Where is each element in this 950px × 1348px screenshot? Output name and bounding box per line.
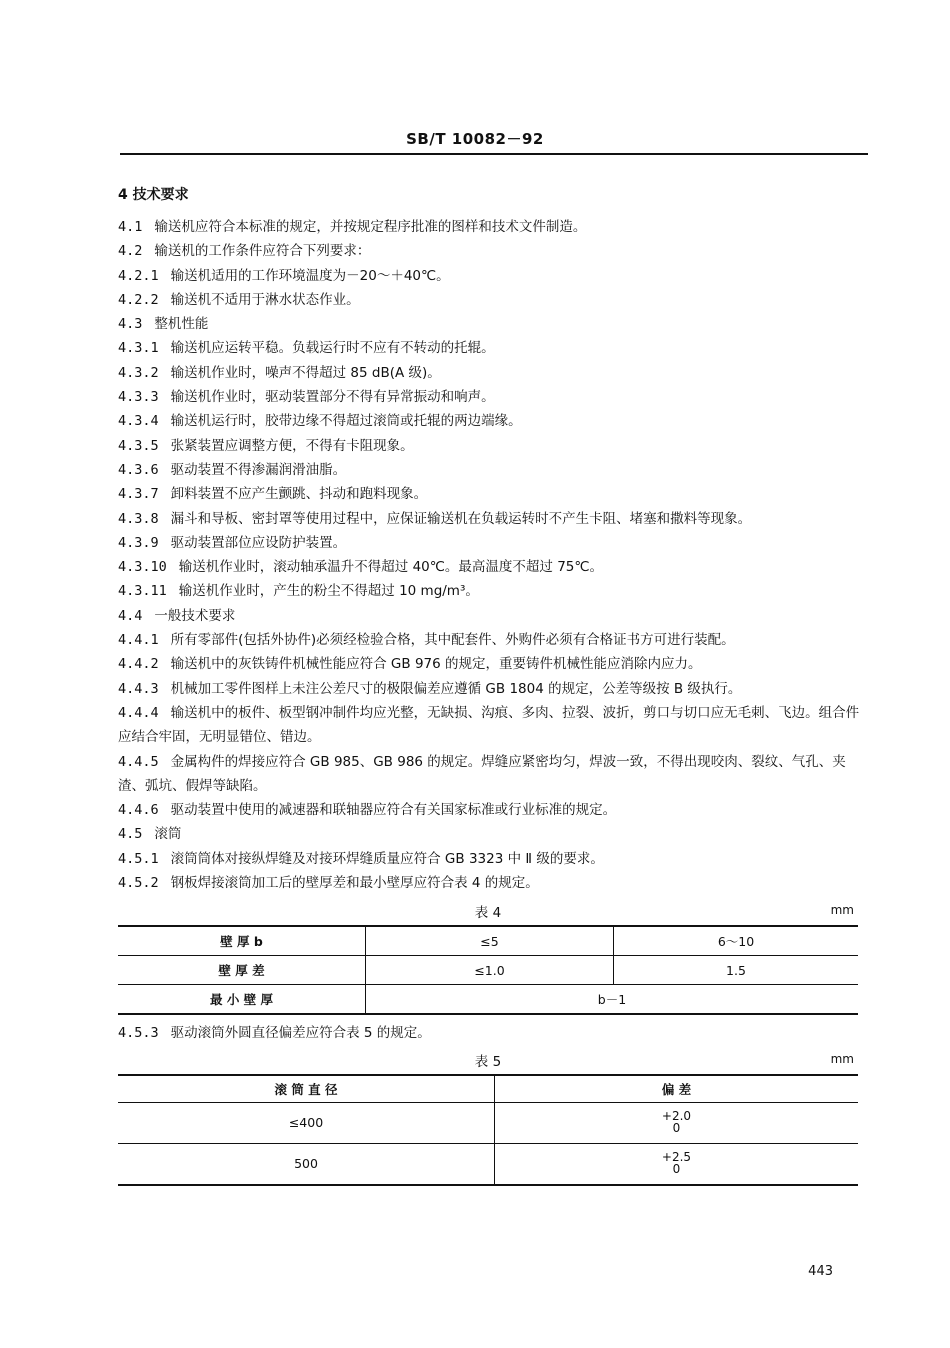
table-row [118, 956, 858, 985]
paragraph-list [118, 215, 866, 895]
paragraph [118, 409, 866, 433]
table-cell: 最 小 壁 厚 [118, 985, 366, 1015]
paragraph [118, 1021, 866, 1045]
table-4-title: 表 4 [474, 905, 502, 922]
column-header: 偏 差 [495, 1075, 859, 1103]
table-5-title: 表 5 [474, 1053, 502, 1070]
clause-number: 4.5.3 [118, 1025, 159, 1042]
paragraph [118, 652, 866, 676]
clause-number: 4.3.11 [118, 583, 167, 600]
content [118, 183, 866, 1186]
table-cell: 6～10 [614, 926, 859, 956]
clause-text: 张紧装置应调整方便，不得有卡阻现象。 [170, 437, 414, 454]
table-cell: b－1 [366, 985, 859, 1015]
clause-number: 4.2.2 [118, 291, 159, 308]
deviation-upper: +2.5 [661, 1150, 692, 1165]
clause-number: 4.4.3 [118, 680, 159, 697]
paragraph [118, 434, 866, 458]
clause-text: 驱动滚筒外圆直径偏差应符合表 5 的规定。 [170, 1025, 431, 1042]
table-cell: ≤5 [366, 926, 614, 956]
clause-text: 卸料装置不应产生颤跳、抖动和跑料现象。 [170, 486, 428, 503]
table-cell: 壁 厚 差 [118, 956, 366, 985]
paragraph [118, 312, 866, 336]
table-cell [495, 1143, 859, 1185]
paragraph [118, 361, 866, 385]
clause-number: 4.3.2 [118, 364, 159, 381]
paragraph [118, 579, 866, 603]
clause-text: 滚筒 [154, 826, 182, 843]
header-rule [120, 153, 868, 155]
table-row [118, 1102, 858, 1143]
clause-text: 所有零部件(包括外协件)必须经检验合格，其中配套件、外购件必须有合格证书方可进行装配。 [170, 632, 735, 649]
clause-text: 输送机作业时，产生的粉尘不得超过 10 mg/m³。 [178, 583, 479, 600]
clause-number: 4.4.6 [118, 802, 159, 819]
paragraph [118, 677, 866, 701]
clause-text: 滚筒筒体对接纵焊缝及对接环焊缝质量应符合 GB 3323 中 Ⅱ 级的要求。 [170, 850, 604, 867]
clause-text: 输送机运行时，胶带边缘不得超过滚筒或托辊的两边端缘。 [170, 413, 522, 430]
table-5-unit: mm [830, 1051, 854, 1066]
paragraph [118, 701, 866, 750]
table-cell: 壁 厚 b [118, 926, 366, 956]
clause-text: 输送机的工作条件应符合下列要求： [154, 243, 371, 260]
paragraph [118, 628, 866, 652]
paragraph [118, 458, 866, 482]
clause-text: 输送机应运转平稳。负载运行时不应有不转动的托辊。 [170, 340, 495, 357]
deviation-lower: 0 [672, 1162, 681, 1177]
clause-text: 漏斗和导板、密封罩等使用过程中，应保证输送机在负载运转时不产生卡阻、堵塞和撒料等现象。 [170, 510, 752, 527]
paragraph [118, 385, 866, 409]
clause-number: 4.4.5 [118, 753, 159, 770]
table-header-row [118, 1075, 858, 1103]
clause-text: 驱动装置中使用的减速器和联轴器应符合有关国家标准或行业标准的规定。 [170, 802, 617, 819]
paragraph [118, 604, 866, 628]
clause-number: 4.2 [118, 243, 143, 260]
section-title: 4 技术要求 [118, 187, 189, 203]
clause-number: 4.5.2 [118, 875, 159, 892]
paragraph [118, 847, 866, 871]
clause-number: 4.4.1 [118, 632, 159, 649]
table-cell: 1.5 [614, 956, 859, 985]
table-cell: ≤400 [118, 1102, 495, 1143]
paragraph [118, 798, 866, 822]
clause-text: 输送机应符合本标准的规定，并按规定程序批准的图样和技术文件制造。 [154, 219, 587, 235]
paragraph [118, 336, 866, 360]
paragraph [118, 507, 866, 531]
column-header: 滚 筒 直 径 [118, 1075, 495, 1103]
table-row [118, 926, 858, 956]
page-number: 443 [808, 1264, 833, 1279]
table-5 [118, 1046, 858, 1186]
table-cell: ≤1.0 [366, 956, 614, 985]
table-row [118, 1143, 858, 1185]
clause-number: 4.3.6 [118, 461, 159, 478]
clause-number: 4.3.9 [118, 534, 159, 551]
clause-number: 4.3 [118, 316, 143, 333]
clause-text: 输送机作业时，驱动装置部分不得有异常振动和响声。 [170, 389, 495, 406]
table-cell [495, 1102, 859, 1143]
clause-text: 钢板焊接滚筒加工后的壁厚差和最小壁厚应符合表 4 的规定。 [170, 875, 539, 892]
paragraph [118, 750, 866, 799]
clause-text: 输送机作业时，滚动轴承温升不得超过 40℃。最高温度不超过 75℃。 [178, 559, 604, 576]
paragraph [118, 215, 866, 239]
clause-text: 驱动装置部位应设防护装置。 [170, 534, 347, 551]
paragraph [118, 264, 866, 288]
clause-text: 输送机适用的工作环境温度为－20～＋40℃。 [170, 267, 450, 284]
clause-number: 4.4.4 [118, 704, 159, 721]
clause-number: 4.4.2 [118, 656, 159, 673]
clause-text: 机械加工零件图样上未注公差尺寸的极限偏差应遵循 GB 1804 的规定，公差等级按 B 级执行。 [170, 680, 742, 697]
clause-number: 4.2.1 [118, 267, 159, 284]
clause-text: 驱动装置不得渗漏润滑油脂。 [170, 461, 347, 478]
paragraph [118, 482, 866, 506]
clause-number: 4.3.3 [118, 389, 159, 406]
paragraph [118, 288, 866, 312]
clause-text: 输送机不适用于淋水状态作业。 [170, 291, 360, 308]
clause-number: 4.3.5 [118, 437, 159, 454]
clause-text: 整机性能 [154, 316, 209, 333]
table-4-unit: mm [830, 903, 854, 918]
deviation-upper: +2.0 [661, 1109, 692, 1124]
paragraph [118, 239, 866, 263]
clause-number: 4.3.7 [118, 486, 159, 503]
clause-text: 输送机中的板件、板型钢冲制件均应光整，无缺损、沟痕、多肉、拉裂、波折，剪口与切口应无毛刺、飞边。组合件应结合牢固，无明显错位、错边。 [118, 704, 860, 746]
paragraph [118, 531, 866, 555]
paragraph [118, 555, 866, 579]
clause-text: 金属构件的焊接应符合 GB 985、GB 986 的规定。焊缝应紧密均匀，焊波一致，不得出现咬肉、裂纹、气孔、夹渣、弧坑、假焊等缺陷。 [118, 753, 846, 794]
clause-text: 输送机中的灰铁铸件机械性能应符合 GB 976 的规定，重要铸件机械性能应消除内应力。 [170, 656, 702, 673]
table-4 [118, 897, 858, 1015]
clause-text: 一般技术要求 [154, 607, 236, 624]
clause-number: 4.3.4 [118, 413, 159, 430]
clause-text: 输送机作业时，噪声不得超过 85 dB(A 级)。 [170, 364, 441, 381]
clause-number: 4.1 [118, 219, 143, 235]
clause-number: 4.5.1 [118, 850, 159, 867]
table-cell: 500 [118, 1143, 495, 1185]
paragraph [118, 822, 866, 846]
clause-number: 4.3.1 [118, 340, 159, 357]
clause-number: 4.5 [118, 826, 143, 843]
table-row [118, 985, 858, 1015]
deviation-lower: 0 [672, 1121, 681, 1136]
standard-code-header: SB/T 10082－92 [406, 130, 544, 148]
clause-number: 4.3.8 [118, 510, 159, 527]
paragraph [118, 871, 866, 895]
clause-number: 4.3.10 [118, 559, 167, 576]
clause-number: 4.4 [118, 607, 143, 624]
